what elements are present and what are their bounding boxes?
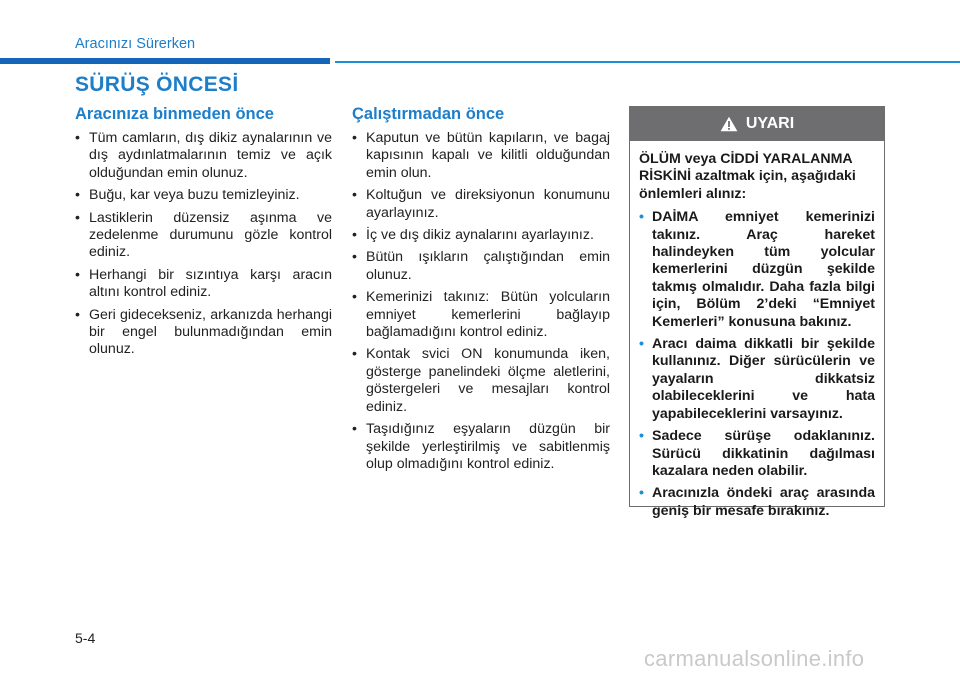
column-heading: Aracınıza binmeden önce xyxy=(75,105,274,123)
warning-header xyxy=(630,107,884,141)
bullet-list xyxy=(75,130,332,359)
list-item: • Taşıdığınız eşyaların düzgün bir şekilde yerleştirilmiş ve sabitlenmiş olup olmadığını kontrol ediniz. xyxy=(352,421,610,473)
warning-body xyxy=(630,141,884,520)
list-item: • Kontak svici ON konumunda iken, gösterge panelindeki ölçme aletlerini, göstergeleri ve mesajları kontrol ediniz. xyxy=(352,346,610,416)
bullet-list xyxy=(352,130,610,473)
page-number: 5-4 xyxy=(75,630,96,646)
list-item: • Aracınızla öndeki araç arasında geniş bir mesafe bırakınız. xyxy=(639,485,875,520)
list-item: • Aracı daima dikkatli bir şekilde kullanınız. Diğer sürücülerin ve yayaların dikkatsiz olabileceklerini ve hata yapabileceklerini varsayınız. xyxy=(639,336,875,423)
list-item: • Sadece sürüşe odaklanınız. Sürücü dikkatinin dağılması kazalara neden olabilir. xyxy=(639,428,875,480)
column-before-starting xyxy=(352,105,610,478)
warning-triangle-icon xyxy=(720,116,738,132)
list-item: • Tüm camların, dış dikiz aynalarının ve dış aydınlatmalarının temiz ve açık olduğundan emin olunuz. xyxy=(75,130,332,182)
list-item: • Geri gidecekseniz, arkanızda herhangi bir engel bulunmadığından emin olunuz. xyxy=(75,307,332,359)
warning-title: UYARI xyxy=(745,115,795,132)
list-item: • Koltuğun ve direksiyonun konumunu ayarlayınız. xyxy=(352,187,610,222)
list-item: • Kemerinizi takınız: Bütün yolcuların emniyet kemerlerini bağlayıp bağlamadığını kontrol ediniz. xyxy=(352,289,610,341)
list-item: • Kaputun ve bütün kapıların, ve bagaj kapısının kapalı ve kilitli olduğundan emin olun. xyxy=(352,130,610,182)
list-item: • Lastiklerin düzensiz aşınma ve zedelenme durumunu gözle kontrol ediniz. xyxy=(75,210,332,262)
header-bar-dark xyxy=(0,58,330,64)
column-before-entering xyxy=(75,105,332,364)
list-item: • Herhangi bir sızıntıya karşı aracın altını kontrol ediniz. xyxy=(75,267,332,302)
warning-list xyxy=(639,209,875,520)
header-bar-light xyxy=(335,61,960,63)
list-item: • Buğu, kar veya buzu temizleyiniz. xyxy=(75,187,332,204)
list-item: • DAİMA emniyet kemerinizi takınız. Araç hareket halindeyken tüm yolcular kemerlerini düzgün şekilde takmış olmalıdır. Daha fazla bilgi için, Bölüm 2’deki “Emniyet Kemerleri” konusuna bakınız. xyxy=(639,209,875,331)
list-item: • Bütün ışıkların çalıştığından emin olunuz. xyxy=(352,249,610,284)
warning-box xyxy=(629,106,885,519)
column-heading: Çalıştırmadan önce xyxy=(352,105,505,123)
watermark: carmanualsonline.info xyxy=(644,646,865,671)
warning-lead: ÖLÜM veya CİDDİ YARALANMA RİSKİNİ azaltmak için, aşağıdaki önlemleri alınız: xyxy=(639,151,856,202)
chapter-header: Aracınızı Sürerken xyxy=(75,36,196,52)
section-title: SÜRÜŞ ÖNCESİ xyxy=(75,73,239,96)
list-item: • İç ve dış dikiz aynalarını ayarlayınız. xyxy=(352,227,610,244)
